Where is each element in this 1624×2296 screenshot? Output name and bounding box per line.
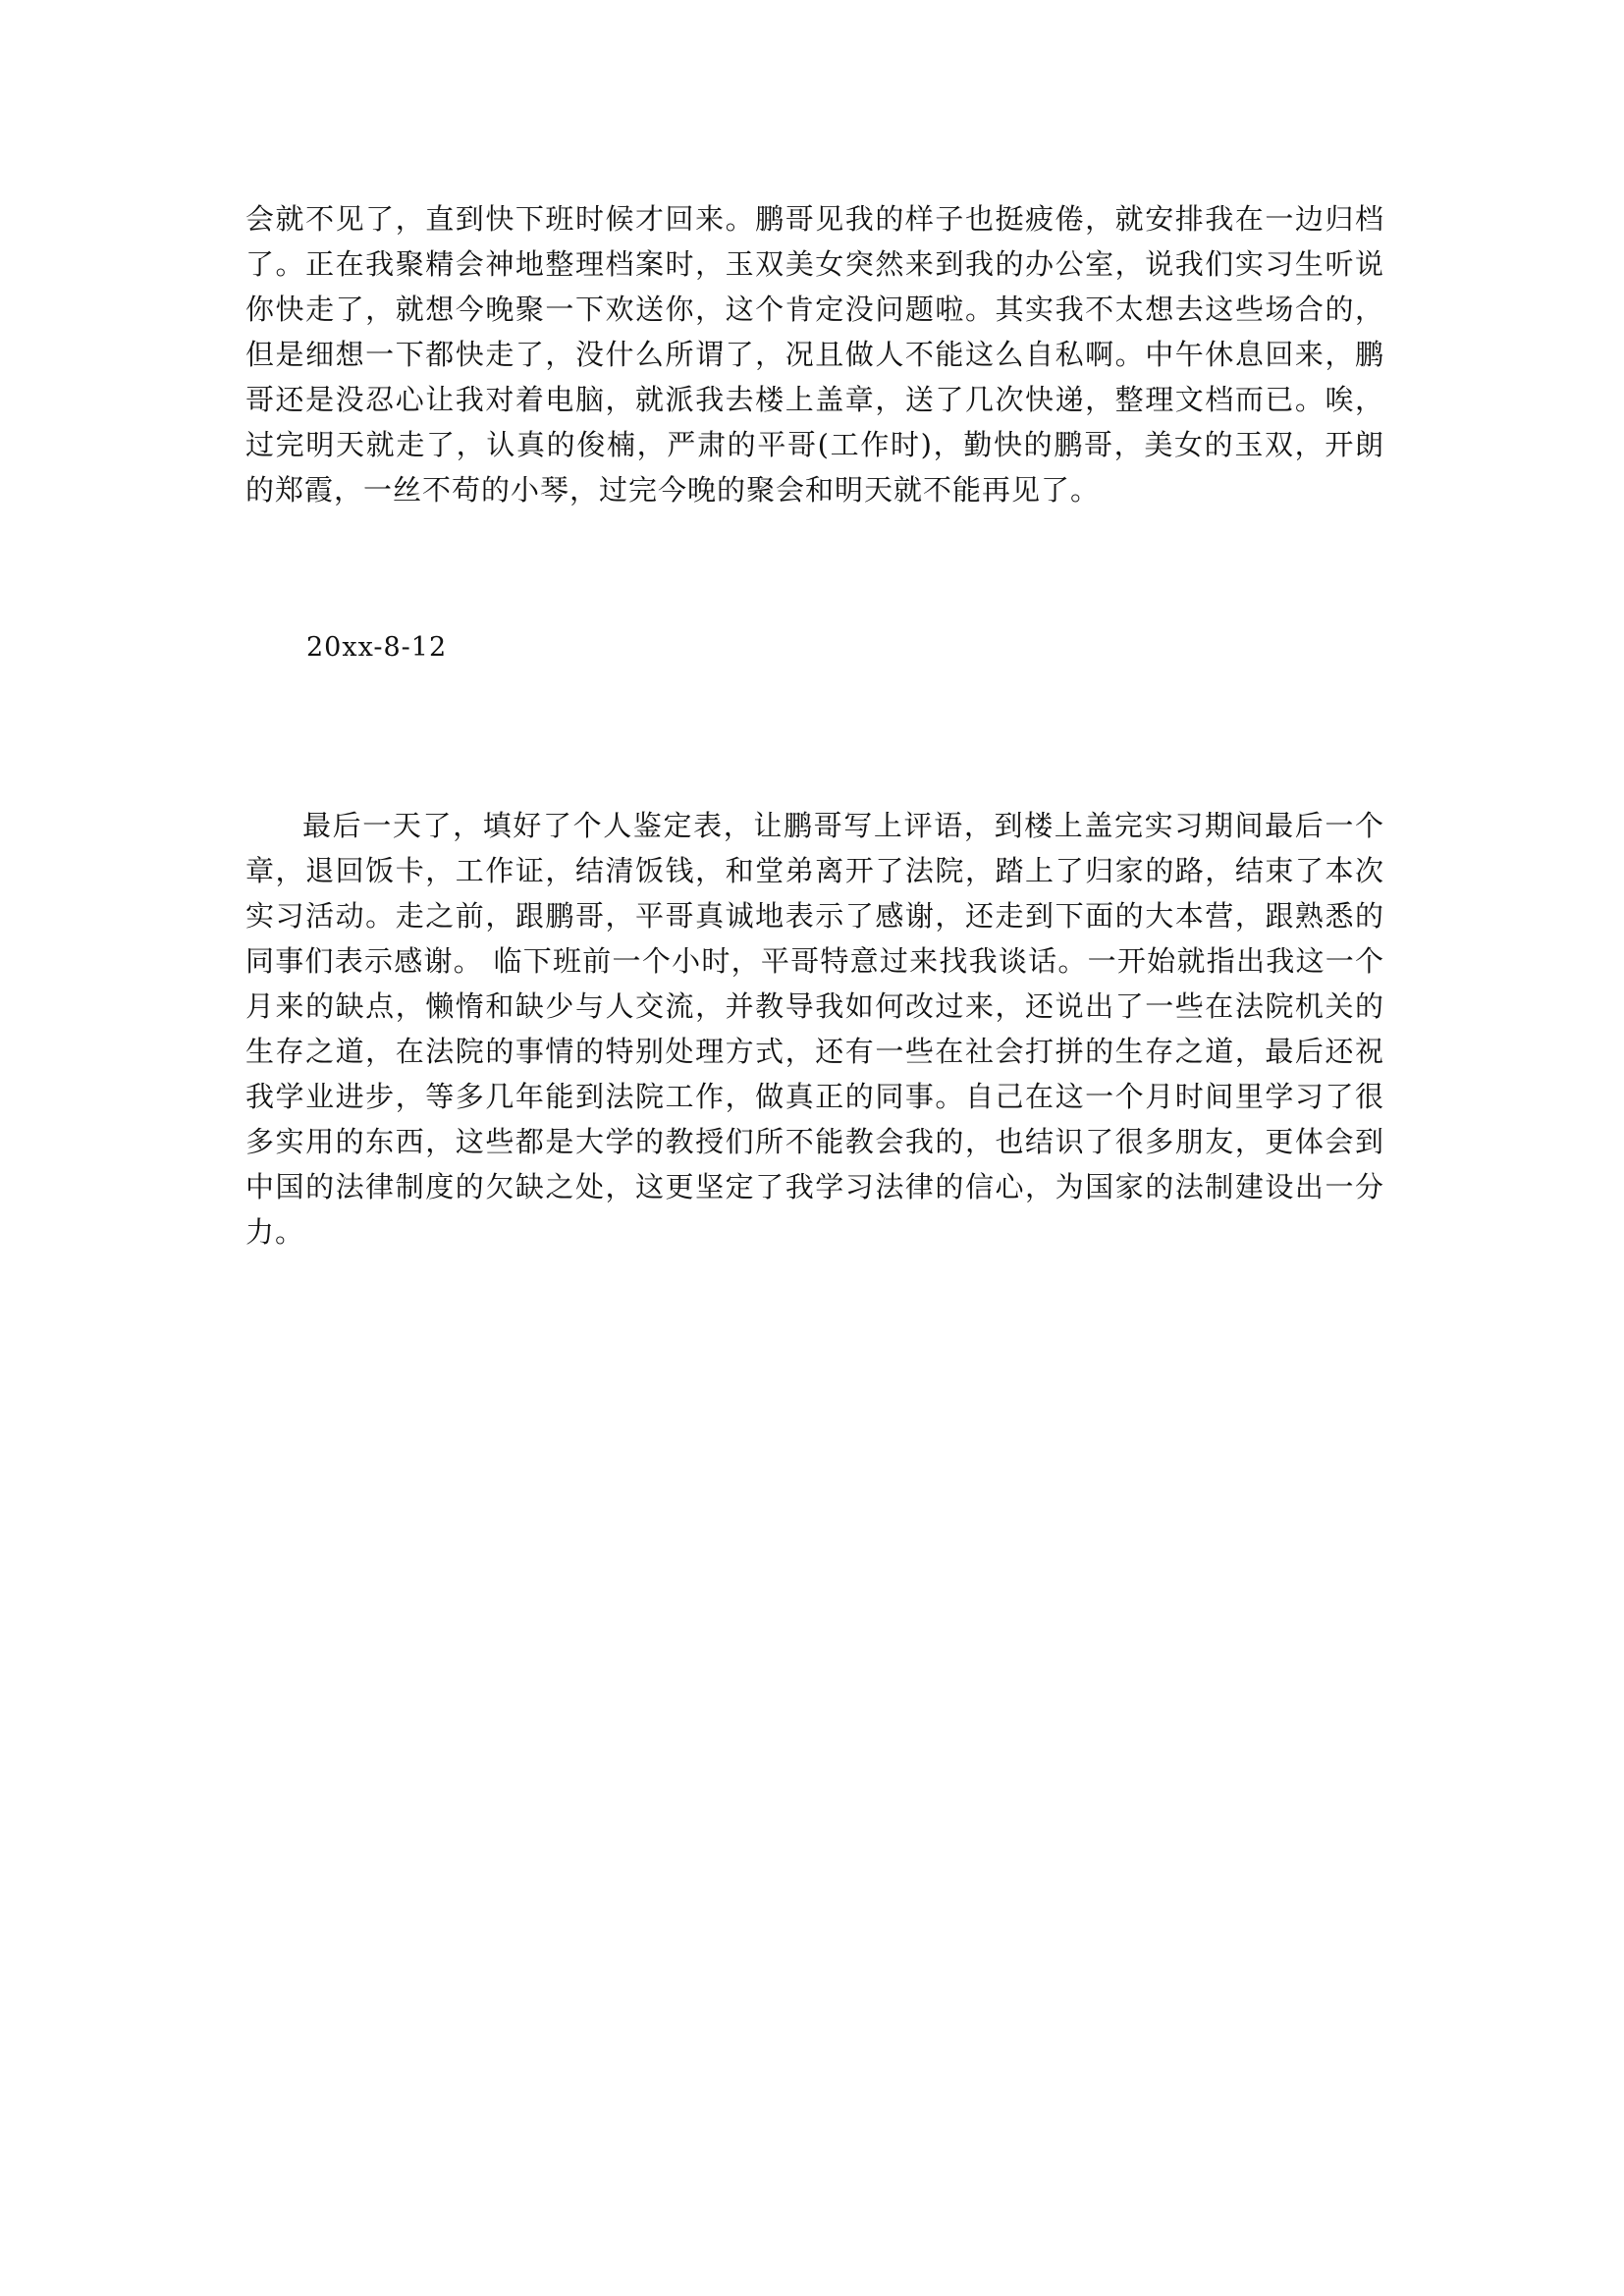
- body-paragraph-2: 最后一天了，填好了个人鉴定表，让鹏哥写上评语，到楼上盖完实习期间最后一个章，退回饭卡，工作证，结清饭钱，和堂弟离开了法院，踏上了归家的路，结束了本次实习活动。走之前，跟鹏哥，平哥真诚地表示了感谢，还走到下面的大本营，跟熟悉的同事们表示感谢。 临下班前一个小时，平哥特意过来找我谈话。一开始就指出我这一个月来的缺点，懒惰和缺少与人交流，并教导我如何改过来，还说出了一些在法院机关的生存之道，在法院的事情的特别处理方式，还有一些在社会打拼的生存之道，最后还祝我学业进步，等多几年能到法院工作，做真正的同事。自己在这一个月时间里学习了很多实用的东西，这些都是大学的教授们所不能教会我的，也结识了很多朋友，更体会到中国的法律制度的欠缺之处，这更坚定了我学习法律的信心，为国家的法制建设出一分力。: [245, 809, 1384, 1249]
- body-paragraph-1: 会就不见了，直到快下班时候才回来。鹏哥见我的样子也挺疲倦，就安排我在一边归档了。正在我聚精会神地整理档案时，玉双美女突然来到我的办公室，说我们实习生听说你快走了，就想今晚聚一下欢送你，这个肯定没问题啦。其实我不太想去这些场合的，但是细想一下都快走了，没什么所谓了，况且做人不能这么自私啊。中午休息回来，鹏哥还是没忍心让我对着电脑，就派我去楼上盖章，送了几次快递，整理文档而已。唉，过完明天就走了，认真的俊楠，严肃的平哥(工作时)，勤快的鹏哥，美女的玉双，开朗的郑霞，一丝不苟的小琴，过完今晚的聚会和明天就不能再见了。: [245, 202, 1384, 507]
- entry-date: 20xx-8-12: [306, 632, 448, 663]
